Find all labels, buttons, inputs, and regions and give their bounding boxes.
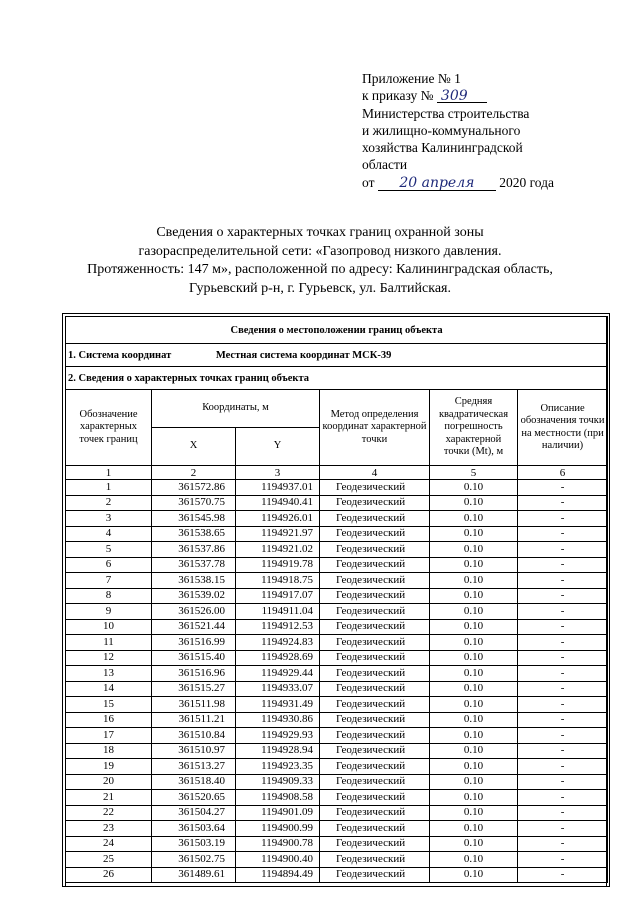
table-row bbox=[66, 728, 608, 744]
cell-x: 361545.98 bbox=[152, 511, 236, 527]
cell-point: 22 bbox=[66, 805, 152, 821]
cell-x: 361511.21 bbox=[152, 712, 236, 728]
cell-method: Геодезический bbox=[320, 712, 430, 728]
cell-description: - bbox=[518, 542, 608, 558]
header-description: Описание обозначения точки на местности (при наличии) bbox=[518, 390, 608, 466]
cell-y: 1194921.02 bbox=[236, 542, 320, 558]
cell-point: 2 bbox=[66, 495, 152, 511]
cell-x: 361526.00 bbox=[152, 604, 236, 620]
cell-error: 0.10 bbox=[430, 542, 518, 558]
cell-x: 361515.27 bbox=[152, 681, 236, 697]
cell-x: 361489.61 bbox=[152, 867, 236, 883]
header-coords: Координаты, м bbox=[152, 390, 320, 428]
ministry-line-3: хозяйства Калининградской bbox=[362, 140, 523, 156]
cell-point: 21 bbox=[66, 790, 152, 806]
cell-point: 4 bbox=[66, 526, 152, 542]
date-suffix: 2020 года bbox=[499, 174, 555, 190]
cell-y: 1194918.75 bbox=[236, 573, 320, 589]
table-row bbox=[66, 712, 608, 728]
cell-description: - bbox=[518, 526, 608, 542]
table-row bbox=[66, 480, 608, 496]
cell-method: Геодезический bbox=[320, 480, 430, 496]
table-row bbox=[66, 774, 608, 790]
cell-x: 361538.65 bbox=[152, 526, 236, 542]
points-section-title: 2. Сведения о характерных точках границ объекта bbox=[66, 367, 608, 390]
cell-description: - bbox=[518, 759, 608, 775]
cell-x: 361510.97 bbox=[152, 743, 236, 759]
cell-y: 1194923.35 bbox=[236, 759, 320, 775]
attachment-block bbox=[362, 70, 602, 191]
cell-method: Геодезический bbox=[320, 526, 430, 542]
cell-x: 361570.75 bbox=[152, 495, 236, 511]
section-title: Сведения о местоположении границ объекта bbox=[66, 317, 608, 344]
cell-method: Геодезический bbox=[320, 836, 430, 852]
cell-error: 0.10 bbox=[430, 836, 518, 852]
cell-method: Геодезический bbox=[320, 821, 430, 837]
cell-method: Геодезический bbox=[320, 588, 430, 604]
cell-point: 14 bbox=[66, 681, 152, 697]
cell-error: 0.10 bbox=[430, 774, 518, 790]
cell-description: - bbox=[518, 774, 608, 790]
coord-system-value: Местная система координат МСК-39 bbox=[215, 349, 392, 361]
column-number: 3 bbox=[236, 466, 320, 480]
cell-method: Геодезический bbox=[320, 681, 430, 697]
cell-method: Геодезический bbox=[320, 604, 430, 620]
cell-description: - bbox=[518, 619, 608, 635]
cell-x: 361572.86 bbox=[152, 480, 236, 496]
order-number-field bbox=[437, 87, 487, 103]
cell-y: 1194919.78 bbox=[236, 557, 320, 573]
cell-method: Геодезический bbox=[320, 759, 430, 775]
column-number: 5 bbox=[430, 466, 518, 480]
cell-error: 0.10 bbox=[430, 588, 518, 604]
cell-error: 0.10 bbox=[430, 728, 518, 744]
table-row bbox=[66, 619, 608, 635]
cell-method: Геодезический bbox=[320, 790, 430, 806]
cell-description: - bbox=[518, 557, 608, 573]
cell-error: 0.10 bbox=[430, 712, 518, 728]
cell-description: - bbox=[518, 790, 608, 806]
cell-error: 0.10 bbox=[430, 681, 518, 697]
cell-x: 361537.86 bbox=[152, 542, 236, 558]
cell-error: 0.10 bbox=[430, 619, 518, 635]
points-section-row bbox=[66, 367, 608, 390]
table-row bbox=[66, 635, 608, 651]
cell-y: 1194929.93 bbox=[236, 728, 320, 744]
date-field bbox=[378, 174, 496, 191]
date-prefix: от bbox=[362, 174, 375, 190]
cell-point: 8 bbox=[66, 588, 152, 604]
cell-point: 20 bbox=[66, 774, 152, 790]
cell-y: 1194930.86 bbox=[236, 712, 320, 728]
date-handwritten: 20 апреля bbox=[399, 174, 475, 191]
cell-description: - bbox=[518, 588, 608, 604]
cell-method: Геодезический bbox=[320, 728, 430, 744]
cell-description: - bbox=[518, 635, 608, 651]
header-y: Y bbox=[236, 428, 320, 466]
table-row bbox=[66, 836, 608, 852]
table-row bbox=[66, 511, 608, 527]
table-row bbox=[66, 557, 608, 573]
order-prefix: к приказу № bbox=[362, 88, 434, 104]
cell-x: 361504.27 bbox=[152, 805, 236, 821]
cell-y: 1194924.83 bbox=[236, 635, 320, 651]
cell-error: 0.10 bbox=[430, 743, 518, 759]
cell-point: 23 bbox=[66, 821, 152, 837]
cell-method: Геодезический bbox=[320, 542, 430, 558]
table-row bbox=[66, 542, 608, 558]
cell-description: - bbox=[518, 681, 608, 697]
cell-description: - bbox=[518, 650, 608, 666]
cell-x: 361538.15 bbox=[152, 573, 236, 589]
cell-y: 1194912.53 bbox=[236, 619, 320, 635]
table-row bbox=[66, 759, 608, 775]
cell-description: - bbox=[518, 511, 608, 527]
cell-description: - bbox=[518, 805, 608, 821]
heading-line-4: Гурьевский р-н, г. Гурьевск, ул. Балтийская. bbox=[188, 280, 451, 296]
cell-description: - bbox=[518, 743, 608, 759]
cell-y: 1194917.07 bbox=[236, 588, 320, 604]
table-row bbox=[66, 588, 608, 604]
cell-method: Геодезический bbox=[320, 867, 430, 883]
cell-point: 25 bbox=[66, 852, 152, 868]
header-point: Обозначение характерных точек границ bbox=[66, 390, 152, 466]
cell-point: 26 bbox=[66, 867, 152, 883]
cell-point: 10 bbox=[66, 619, 152, 635]
cell-x: 361515.40 bbox=[152, 650, 236, 666]
cell-description: - bbox=[518, 697, 608, 713]
cell-y: 1194909.33 bbox=[236, 774, 320, 790]
cell-y: 1194928.69 bbox=[236, 650, 320, 666]
cell-x: 361503.19 bbox=[152, 836, 236, 852]
table-row bbox=[66, 573, 608, 589]
column-number: 6 bbox=[518, 466, 608, 480]
cell-y: 1194908.58 bbox=[236, 790, 320, 806]
cell-point: 7 bbox=[66, 573, 152, 589]
header-error: Средняя квадратическая погрешность характерной точки (Mt), м bbox=[430, 390, 518, 466]
table-row bbox=[66, 743, 608, 759]
table-row bbox=[66, 867, 608, 883]
column-number: 1 bbox=[66, 466, 152, 480]
cell-x: 361510.84 bbox=[152, 728, 236, 744]
table-row bbox=[66, 790, 608, 806]
cell-description: - bbox=[518, 573, 608, 589]
cell-error: 0.10 bbox=[430, 511, 518, 527]
cell-method: Геодезический bbox=[320, 511, 430, 527]
cell-error: 0.10 bbox=[430, 650, 518, 666]
cell-error: 0.10 bbox=[430, 557, 518, 573]
cell-method: Геодезический bbox=[320, 666, 430, 682]
cell-x: 361502.75 bbox=[152, 852, 236, 868]
order-number-handwritten: 309 bbox=[440, 88, 468, 105]
cell-error: 0.10 bbox=[430, 573, 518, 589]
cell-method: Геодезический bbox=[320, 573, 430, 589]
table-row bbox=[66, 666, 608, 682]
cell-x: 361521.44 bbox=[152, 619, 236, 635]
cell-error: 0.10 bbox=[430, 821, 518, 837]
cell-x: 361511.98 bbox=[152, 697, 236, 713]
table-row bbox=[66, 821, 608, 837]
document-heading bbox=[40, 224, 600, 298]
cell-description: - bbox=[518, 604, 608, 620]
cell-point: 3 bbox=[66, 511, 152, 527]
table-row bbox=[66, 697, 608, 713]
cell-error: 0.10 bbox=[430, 526, 518, 542]
coord-system-label: 1. Система координат bbox=[68, 349, 172, 361]
column-numbers-row bbox=[66, 466, 608, 480]
cell-method: Геодезический bbox=[320, 557, 430, 573]
cell-x: 361537.78 bbox=[152, 557, 236, 573]
cell-description: - bbox=[518, 666, 608, 682]
cell-description: - bbox=[518, 495, 608, 511]
cell-y: 1194931.49 bbox=[236, 697, 320, 713]
cell-point: 19 bbox=[66, 759, 152, 775]
cell-y: 1194929.44 bbox=[236, 666, 320, 682]
cell-error: 0.10 bbox=[430, 867, 518, 883]
cell-method: Геодезический bbox=[320, 743, 430, 759]
cell-x: 361516.99 bbox=[152, 635, 236, 651]
cell-description: - bbox=[518, 836, 608, 852]
cell-point: 16 bbox=[66, 712, 152, 728]
cell-method: Геодезический bbox=[320, 650, 430, 666]
ministry-line-2: и жилищно-коммунального bbox=[362, 122, 521, 138]
heading-line-1: Сведения о характерных точках границ охранной зоны bbox=[156, 225, 484, 240]
header-x: X bbox=[152, 428, 236, 466]
boundary-table-frame bbox=[62, 313, 610, 887]
cell-x: 361518.40 bbox=[152, 774, 236, 790]
cell-error: 0.10 bbox=[430, 635, 518, 651]
cell-method: Геодезический bbox=[320, 619, 430, 635]
cell-point: 9 bbox=[66, 604, 152, 620]
cell-y: 1194933.07 bbox=[236, 681, 320, 697]
cell-y: 1194900.78 bbox=[236, 836, 320, 852]
column-number: 4 bbox=[320, 466, 430, 480]
cell-error: 0.10 bbox=[430, 697, 518, 713]
cell-description: - bbox=[518, 821, 608, 837]
cell-error: 0.10 bbox=[430, 759, 518, 775]
cell-description: - bbox=[518, 712, 608, 728]
cell-method: Геодезический bbox=[320, 805, 430, 821]
cell-y: 1194894.49 bbox=[236, 867, 320, 883]
table-row bbox=[66, 852, 608, 868]
cell-method: Геодезический bbox=[320, 697, 430, 713]
cell-point: 6 bbox=[66, 557, 152, 573]
ministry-line-4: области bbox=[362, 157, 408, 173]
column-number: 2 bbox=[152, 466, 236, 480]
cell-error: 0.10 bbox=[430, 480, 518, 496]
cell-y: 1194921.97 bbox=[236, 526, 320, 542]
order-line bbox=[362, 87, 602, 104]
cell-description: - bbox=[518, 480, 608, 496]
cell-point: 15 bbox=[66, 697, 152, 713]
table-row bbox=[66, 604, 608, 620]
cell-error: 0.10 bbox=[430, 495, 518, 511]
cell-point: 11 bbox=[66, 635, 152, 651]
table-row bbox=[66, 495, 608, 511]
cell-method: Геодезический bbox=[320, 495, 430, 511]
cell-point: 18 bbox=[66, 743, 152, 759]
cell-x: 361516.96 bbox=[152, 666, 236, 682]
cell-error: 0.10 bbox=[430, 790, 518, 806]
heading-line-3: Протяженность: 147 м», расположенной по адресу: Калининградская область, bbox=[87, 262, 553, 277]
cell-y: 1194911.04 bbox=[236, 604, 320, 620]
table-row bbox=[66, 805, 608, 821]
cell-point: 12 bbox=[66, 650, 152, 666]
cell-x: 361503.64 bbox=[152, 821, 236, 837]
date-line bbox=[362, 174, 602, 191]
header-method: Метод определения координат характерной точки bbox=[320, 390, 430, 466]
cell-error: 0.10 bbox=[430, 852, 518, 868]
cell-point: 24 bbox=[66, 836, 152, 852]
cell-x: 361513.27 bbox=[152, 759, 236, 775]
cell-description: - bbox=[518, 728, 608, 744]
cell-y: 1194926.01 bbox=[236, 511, 320, 527]
cell-y: 1194900.40 bbox=[236, 852, 320, 868]
cell-method: Геодезический bbox=[320, 852, 430, 868]
cell-y: 1194940.41 bbox=[236, 495, 320, 511]
heading-line-2: газораспределительной сети: «Газопровод низкого давления. bbox=[138, 243, 502, 259]
section-title-row bbox=[66, 317, 608, 344]
cell-point: 1 bbox=[66, 480, 152, 496]
cell-point: 17 bbox=[66, 728, 152, 744]
boundary-points-table bbox=[65, 316, 608, 883]
cell-point: 5 bbox=[66, 542, 152, 558]
cell-method: Геодезический bbox=[320, 635, 430, 651]
cell-error: 0.10 bbox=[430, 604, 518, 620]
cell-description: - bbox=[518, 867, 608, 883]
table-row bbox=[66, 650, 608, 666]
cell-point: 13 bbox=[66, 666, 152, 682]
cell-y: 1194901.09 bbox=[236, 805, 320, 821]
cell-method: Геодезический bbox=[320, 774, 430, 790]
table-row bbox=[66, 526, 608, 542]
table-row bbox=[66, 681, 608, 697]
cell-y: 1194928.94 bbox=[236, 743, 320, 759]
header-row-1 bbox=[66, 390, 608, 428]
cell-error: 0.10 bbox=[430, 666, 518, 682]
cell-x: 361520.65 bbox=[152, 790, 236, 806]
attachment-title: Приложение № 1 bbox=[362, 71, 461, 86]
cell-description: - bbox=[518, 852, 608, 868]
cell-y: 1194937.01 bbox=[236, 480, 320, 496]
cell-x: 361539.02 bbox=[152, 588, 236, 604]
cell-y: 1194900.99 bbox=[236, 821, 320, 837]
cell-error: 0.10 bbox=[430, 805, 518, 821]
ministry-line-1: Министерства строительства bbox=[362, 105, 530, 121]
coord-system-row bbox=[66, 344, 608, 367]
